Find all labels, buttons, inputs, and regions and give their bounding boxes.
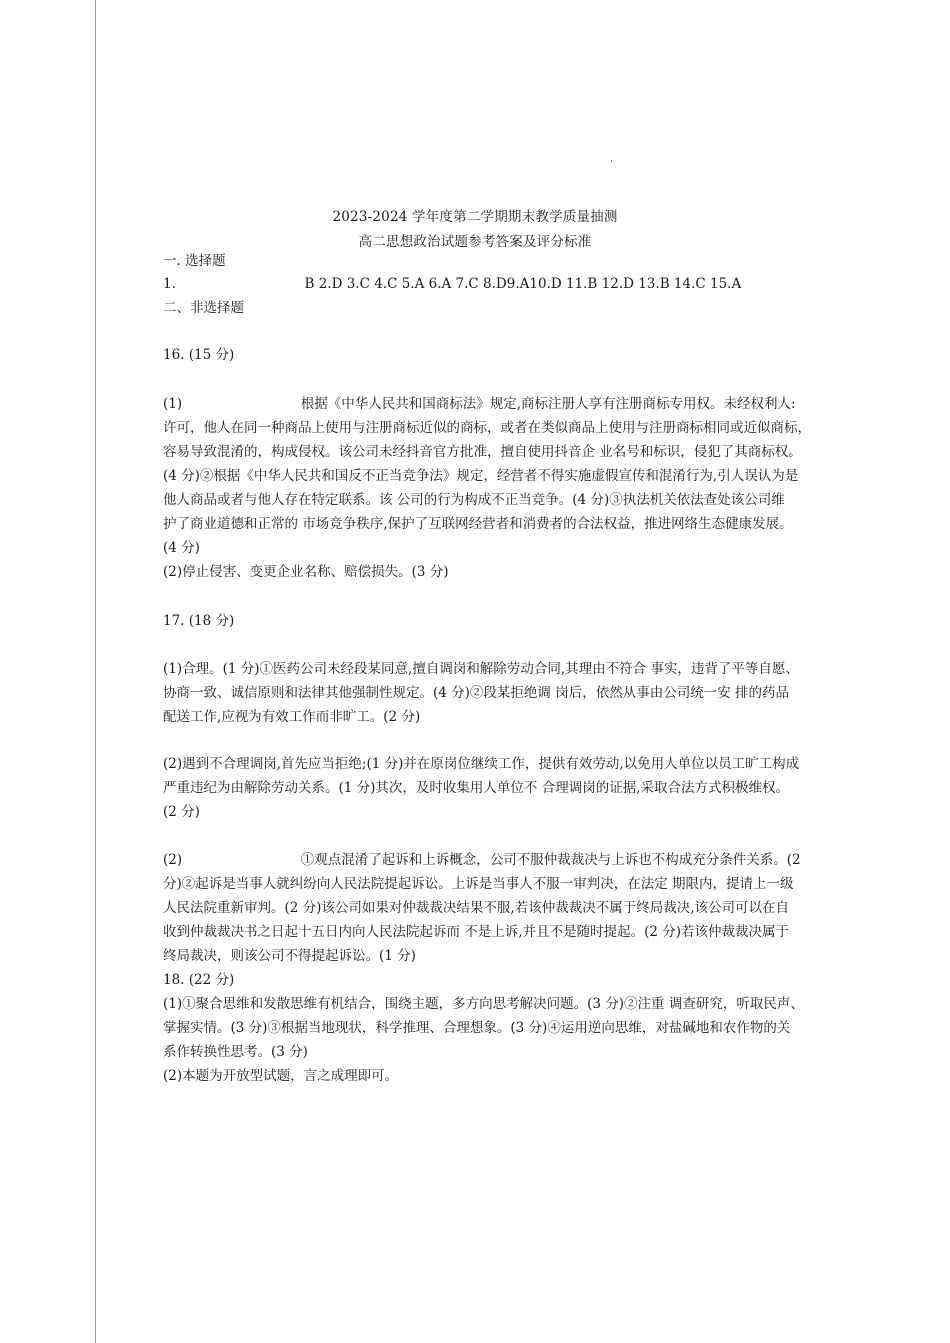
q18-part1-line-3: 系作转换性思考。(3 分) [163,1044,308,1060]
section-nonchoice-heading: 二、非选择题 [163,300,244,316]
document-subtitle: 高二思想政治试题参考答案及评分标准 [358,234,592,250]
q16-answer-line-2: 许可，他人在同一种商品上使用与注册商标近似的商标，或者在类似商品上使用与注册商标相同或近似商标， [163,420,811,436]
page-margin-line [95,0,96,1343]
q17-part3-line-1: (2) ①观点混淆了起诉和上诉概念，公司不服仲裁裁决与上诉也不构成充分条件关系。(2 [163,852,801,868]
q16-answer-line-6: 护了商业道德和正常的 市场竞争秩序,保护了互联网经营者和消费者的合法权益，推进网络生态健康发展。 [163,516,793,532]
q17-part1-line-3: 配送工作,应视为有效工作而非旷工。(2 分) [163,709,421,725]
q17-part3-line-5: 终局裁决，则该公司不得提起诉讼。(1 分) [163,948,416,964]
q16-answer-line-1: (1) 根据《中华人民共和国商标法》规定,商标注册人享有注册商标专用权。未经权利人: [163,396,796,412]
q16-heading: 16. (15 分) [163,347,235,363]
q18-heading: 18. (22 分) [163,972,235,988]
q16-answer-line-7: (4 分) [163,540,200,556]
q1-number: 1. [163,276,176,292]
q16-answer-line-5: 他人商品或者与他人存在特定联系。该 公司的行为构成不正当竞争。(4 分)③执法机关依法查处该公司维 [163,492,785,508]
q16-part2: (2)停止侵害、变更企业名称、赔偿损失。(3 分) [163,564,449,580]
choice-answers-row [163,274,803,294]
document-title: 2023-2024 学年度第二学期期末教学质量抽测 [332,209,618,225]
q17-heading: 17. (18 分) [163,613,235,629]
q17-part2-line-2: 严重违纪为由解除劳动关系。(1 分)其次，及时收集用人单位不 合理调岗的证据,采取合法方式积极维权。 [163,780,789,796]
q18-part1-line-2: 掌握实情。(3 分)③根据当地现状，科学推理、合理想象。(3 分)④运用逆向思维，对盐碱地和农作物的关 [163,1020,791,1036]
q16-answer-line-3: 容易导致混淆的，构成侵权。该公司未经抖音官方批准，擅自使用抖音企 业名号和标识，侵犯了其商标权。 [163,444,802,460]
q17-part3-line-3: 人民法院重新审判。(2 分)该公司如果对仲裁裁决结果不服,若该仲裁裁决不属于终局裁决,该公司可以在自 [163,900,789,916]
q16-part1-label: (1) [163,396,183,412]
q18-part1-line-1: (1)①聚合思维和发散思维有机结合，围绕主题，多方向思考解决问题。(3 分)②注重 调查研究，听取民声、 [163,996,804,1012]
q17-part2-line-1: (2)遇到不合理调岗,首先应当拒绝;(1 分)并在原岗位继续工作，提供有效劳动,以免用人单位以员工旷工构成 [163,756,800,772]
q18-part2: (2)本题为开放型试题，言之成理即可。 [163,1068,399,1084]
q17-part2-line-3: (2 分) [163,804,200,820]
scan-speck [611,160,612,162]
q16-answer-line-4: (4 分)②根据《中华人民共和国反不正当竞争法》规定，经营者不得实施虚假宣传和混淆行为,引人误认为是 [163,468,799,484]
q17-part3-line-4: 收到仲裁裁决书之日起十五日内向人民法院起诉而 不是上诉,并且不是随时提起。(2 分)若该仲裁裁决属于 [163,924,789,940]
choice-answers: B 2.D 3.C 4.C 5.A 6.A 7.C 8.D9.A10.D 11.B 12.D 13.B 14.C 15.A [304,276,742,292]
q17-part1-line-1: (1)合理。(1 分)①医药公司未经段某同意,擅自调岗和解除劳动合同,其理由不符合 事实，违背了平等自愿、 [163,661,799,677]
q17-part1-line-2: 协商一致、诚信原则和法律其他强制性规定。(4 分)②段某拒绝调 岗后，依然从事由公司统一安 排的药品 [163,685,789,701]
q17-part3-label: (2) [163,852,183,868]
section-choice-heading: 一. 选择题 [163,253,226,269]
q17-part3-line-2: 分)②起诉是当事人就纠纷向人民法院提起诉讼。上诉是当事人不服一审判决，在法定 期限内，提请上一级 [163,876,794,892]
